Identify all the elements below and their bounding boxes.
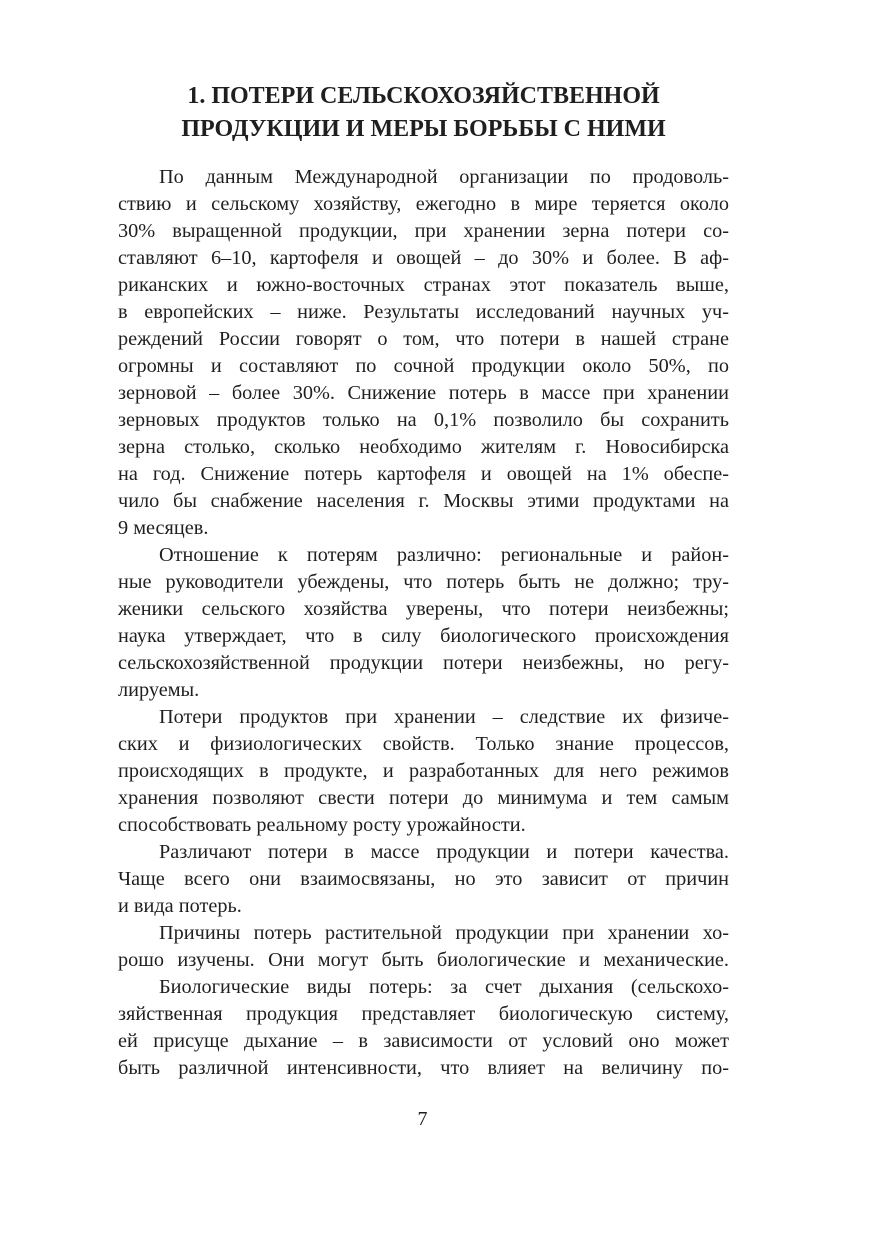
text-line: наука утверждает, что в силу биологического происхождения (118, 625, 729, 647)
text-line: ствию и сельскому хозяйству, ежегодно в мире теряется около (118, 193, 729, 215)
text-line: сельскохозяйственной продукции потери неизбежны, но регу- (118, 652, 729, 674)
text-line: зяйственная продукция представляет биологическую систему, (118, 1003, 729, 1025)
text-line: лируемы. (118, 679, 200, 701)
text-line: Потери продуктов при хранении – следствие их физиче- (159, 706, 729, 728)
text-line: рошо изучены. Они могут быть биологические и механические. (118, 949, 729, 971)
text-line: ставляют 6–10, картофеля и овощей – до 30% и более. В аф- (118, 247, 729, 269)
text-line: зерновой – более 30%. Снижение потерь в массе при хранении (118, 382, 729, 404)
text-line: Чаще всего они взаимосвязаны, но это зависит от причин (118, 868, 729, 890)
document-page (118, 80, 729, 1082)
paragraph (118, 839, 729, 920)
text-line: 9 месяцев. (118, 517, 209, 539)
text-line: женики сельского хозяйства уверены, что потери неизбежны; (118, 598, 729, 620)
paragraph (118, 974, 729, 1082)
text-line: огромны и составляют по сочной продукции около 50%, по (118, 355, 729, 377)
text-line: ные руководители убеждены, что потерь быть не должно; тру- (118, 571, 729, 593)
section-title-line: ПРОДУКЦИИ И МЕРЫ БОРЬБЫ С НИМИ (181, 116, 666, 142)
text-line: По данным Международной организации по продоволь- (159, 166, 729, 188)
text-line: быть различной интенсивности, что влияет на величину по- (118, 1057, 729, 1079)
paragraph (118, 920, 729, 974)
text-line: реждений России говорят о том, что потери в нашей стране (118, 328, 729, 350)
section-title-line: 1. ПОТЕРИ СЕЛЬСКОХОЗЯЙСТВЕННОЙ (187, 83, 660, 109)
text-line: Различают потери в массе продукции и потери качества. (159, 841, 729, 863)
text-line: чило бы снабжение населения г. Москвы этими продуктами на (118, 490, 729, 512)
text-line: хранения позволяют свести потери до минимума и тем самым (118, 787, 729, 809)
text-line: происходящих в продукте, и разработанных для него режимов (118, 760, 729, 782)
text-line: зерновых продуктов только на 0,1% позволило бы сохранить (118, 409, 729, 431)
text-line: и вида потерь. (118, 895, 242, 917)
paragraph (118, 542, 729, 704)
section-title (118, 80, 729, 146)
paragraph (118, 164, 729, 542)
text-line: способствовать реальному росту урожайности. (118, 814, 526, 836)
text-line: Причины потерь растительной продукции при хранении хо- (159, 922, 729, 944)
text-line: Биологические виды потерь: за счет дыхания (сельскохо- (159, 976, 729, 998)
paragraph (118, 704, 729, 839)
text-line: зерна столько, сколько необходимо жителям г. Новосибирска (118, 436, 729, 458)
text-line: 30% выращенной продукции, при хранении зерна потери со- (118, 220, 729, 242)
text-line: ей присуще дыхание – в зависимости от условий оно может (118, 1030, 729, 1052)
text-line: на год. Снижение потерь картофеля и овощей на 1% обеспе- (118, 463, 729, 485)
text-line: ских и физиологических свойств. Только знание процессов, (118, 733, 729, 755)
text-line: в европейских – ниже. Результаты исследований научных уч- (118, 301, 729, 323)
document-body (118, 164, 729, 1082)
text-line: Отношение к потерям различно: региональные и район- (159, 544, 729, 566)
page-number: 7 (417, 1108, 428, 1130)
text-line: риканских и южно-восточных странах этот показатель выше, (118, 274, 729, 296)
